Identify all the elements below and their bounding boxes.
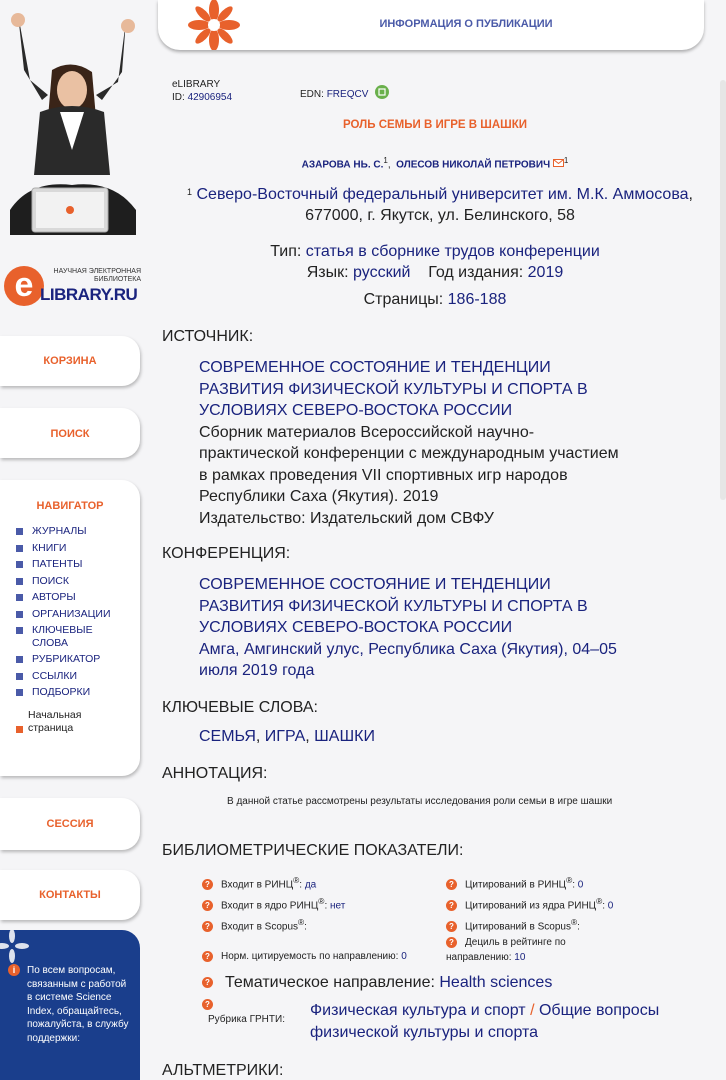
navigator-list xyxy=(0,525,140,699)
registered-mark: ® xyxy=(293,875,300,885)
source-publisher: Издательство: Издательский дом СВФУ xyxy=(199,509,494,527)
author-link[interactable]: АЗАРОВА НЬ. С. xyxy=(301,159,384,171)
author-affiliation-sup: 1 xyxy=(563,156,569,165)
core-value[interactable]: нет xyxy=(330,900,346,912)
cit-scopus-row xyxy=(446,917,580,932)
keyword-link[interactable]: ШАШКИ xyxy=(314,728,375,745)
bullet-icon xyxy=(16,726,23,733)
core-row xyxy=(202,896,345,911)
help-icon[interactable]: ? xyxy=(446,937,457,948)
nav-item-patents[interactable] xyxy=(16,558,140,571)
cit-rinc-label: Цитирований в РИНЦ xyxy=(465,879,567,891)
session-card[interactable] xyxy=(0,798,140,850)
elibrary-id-block xyxy=(172,78,232,104)
nav-item-keywords[interactable] xyxy=(16,624,102,649)
type-value[interactable]: статья в сборнике трудов конференции xyxy=(305,243,600,260)
core-label: Входит в ядро РИНЦ xyxy=(221,900,319,912)
edn-block xyxy=(300,85,389,101)
nav-item-label: КНИГИ xyxy=(32,541,67,554)
nav-item-authors[interactable] xyxy=(16,591,140,604)
publication-id[interactable]: 42906954 xyxy=(187,92,233,103)
language-label: Язык: xyxy=(306,264,349,281)
bullet-icon xyxy=(16,656,23,663)
logo-tagline xyxy=(37,268,141,284)
keywords-heading: КЛЮЧЕВЫЕ СЛОВА: xyxy=(162,699,318,716)
publication-title: РОЛЬ СЕМЬИ В ИГРЕ В ШАШКИ xyxy=(342,119,527,131)
nav-item-organizations[interactable] xyxy=(16,608,140,621)
nav-item-label: ПОИСК xyxy=(32,574,69,587)
keywords-block xyxy=(199,726,659,748)
norm-row xyxy=(202,951,407,962)
pages-label: Страницы: xyxy=(363,291,444,308)
nav-item-label: ССЫЛКИ xyxy=(32,669,78,682)
bullet-icon xyxy=(16,673,23,680)
registered-mark: ® xyxy=(298,917,305,927)
decile-label: Дециль в рейтинге по направлению: xyxy=(446,937,566,963)
rinc-value[interactable]: да xyxy=(304,879,317,891)
help-icon[interactable]: ? xyxy=(202,999,213,1010)
bullet-icon xyxy=(16,627,23,634)
theme-label: Тематическое направление: xyxy=(225,974,435,991)
nav-item-collections[interactable] xyxy=(16,686,140,699)
hero-illustration xyxy=(0,0,148,250)
nav-item-rubricator[interactable] xyxy=(16,653,140,666)
norm-value[interactable]: 0 xyxy=(401,951,407,963)
cit-scopus-label: Цитирований в Scopus xyxy=(465,921,571,933)
affiliation xyxy=(180,182,700,226)
affiliation-sup: 1 xyxy=(187,187,193,197)
conference-block xyxy=(199,574,659,682)
theme-row xyxy=(202,974,552,992)
navigator-card xyxy=(0,480,140,776)
contacts-card[interactable] xyxy=(0,870,140,920)
authors-line xyxy=(160,156,710,170)
help-icon[interactable]: ? xyxy=(202,951,213,962)
pages-block xyxy=(160,291,710,309)
nav-home-label: Начальная страница xyxy=(28,708,82,734)
affiliation-address: , 677000, г. Якутск, ул. Белинского, 58 xyxy=(305,186,693,224)
colon: : xyxy=(577,921,580,933)
annotation-text: В данной статье рассмотрены результаты исследования роли семьи в игре шашки xyxy=(227,796,613,807)
help-icon[interactable]: ? xyxy=(202,921,213,932)
decile-row xyxy=(446,935,596,965)
nav-item-label: ПОДБОРКИ xyxy=(32,686,91,698)
keyword-link[interactable]: СЕМЬЯ xyxy=(199,728,256,745)
nav-home-link[interactable] xyxy=(0,709,88,735)
grnti-link[interactable]: Общие вопросы физической культуры и спорта xyxy=(310,1002,660,1041)
nav-item-search[interactable] xyxy=(16,575,140,588)
conference-heading: КОНФЕРЕНЦИЯ: xyxy=(162,545,291,562)
search-link[interactable]: ПОИСК xyxy=(50,428,90,440)
cit-rinc-value[interactable]: 0 xyxy=(577,879,584,891)
nav-item-label: ПАТЕНТЫ xyxy=(32,558,83,570)
cart-card[interactable] xyxy=(0,336,140,386)
bibliometrics-heading: БИБЛИОМЕТРИЧЕСКИЕ ПОКАЗАТЕЛИ: xyxy=(162,842,464,859)
nav-item-label: АВТОРЫ xyxy=(32,591,76,603)
nav-item-journals[interactable] xyxy=(16,525,140,538)
cit-core-label: Цитирований из ядра РИНЦ xyxy=(465,900,597,912)
author-separator: , xyxy=(387,159,391,171)
id-label: ID: xyxy=(172,92,185,103)
grnti-link[interactable]: Физическая культура и спорт xyxy=(310,1002,526,1019)
left-sidebar xyxy=(0,0,148,1080)
registered-mark: ® xyxy=(570,917,578,927)
contacts-link[interactable]: КОНТАКТЫ xyxy=(39,889,101,901)
help-icon[interactable]: ? xyxy=(202,879,213,890)
type-label: Тип: xyxy=(270,243,302,260)
keyword-separator: , xyxy=(255,728,261,745)
year-label: Год издания: xyxy=(428,264,524,281)
nav-item-links[interactable] xyxy=(16,670,140,683)
nav-item-label: РУБРИКАТОР xyxy=(32,653,101,665)
nav-item-books[interactable] xyxy=(16,542,140,555)
bullet-icon xyxy=(16,689,23,696)
info-icon: i xyxy=(8,964,20,976)
cit-core-value[interactable]: 0 xyxy=(607,900,614,912)
source-heading: ИСТОЧНИК: xyxy=(162,328,254,345)
language-value[interactable]: русский xyxy=(353,264,411,281)
bullet-icon xyxy=(16,528,23,535)
bullet-icon xyxy=(16,561,23,568)
nav-item-label: ОРГАНИЗАЦИИ xyxy=(32,607,111,620)
nav-item-label: КЛЮЧЕВЫЕ СЛОВА xyxy=(32,624,93,649)
keyword-separator: , xyxy=(305,728,310,745)
registered-mark: ® xyxy=(596,896,603,906)
support-text: По всем вопросам, связанным с работой в системе Science Index, обращайтесь, пожалуйста, в службу поддержки: xyxy=(27,965,129,1044)
colon: : xyxy=(572,879,575,891)
edn-label: EDN: xyxy=(300,89,324,100)
envelope-icon[interactable] xyxy=(553,159,564,167)
scopus-label: Входит в Scopus xyxy=(221,921,299,933)
affiliation-link[interactable]: Северо-Восточный федеральный университет им. М.К. Аммосова xyxy=(196,186,689,203)
nav-item-label: ЖУРНАЛЫ xyxy=(32,525,87,537)
grnti-value xyxy=(310,1000,690,1043)
bullet-icon xyxy=(16,611,23,618)
colon: : xyxy=(304,921,307,933)
source-description: Сборник материалов Всероссийской научно-практической конференции с международным участием в рамках проведения VII спортивных игр народов Республики Саха (Якутия). 2019 xyxy=(199,423,619,505)
elibrary-label: eLIBRARY xyxy=(172,79,221,90)
theme-value[interactable]: Health sciences xyxy=(439,974,553,991)
colon: : xyxy=(602,900,606,912)
header-title: ИНФОРМАЦИЯ О ПУБЛИКАЦИИ xyxy=(379,18,553,30)
year-value[interactable]: 2019 xyxy=(527,264,564,281)
keyword-link[interactable]: ИГРА xyxy=(264,728,306,745)
support-panel xyxy=(0,930,140,1080)
logo-wordmark: LIBRARY.RU xyxy=(40,285,138,304)
help-icon[interactable]: ? xyxy=(446,900,457,911)
help-icon[interactable]: ? xyxy=(202,977,213,988)
logo-tagline-line2: БИБЛИОТЕКА xyxy=(94,276,141,283)
scopus-row xyxy=(202,917,307,932)
bullet-icon xyxy=(16,594,23,601)
navigator-title: НАВИГАТОР xyxy=(36,500,104,512)
flower-icon xyxy=(0,930,40,966)
qr-code-icon[interactable] xyxy=(375,85,389,99)
decile-value[interactable]: 10 xyxy=(514,952,526,963)
cit-rinc-row xyxy=(446,875,583,890)
logo-e-icon: e xyxy=(4,266,44,306)
source-block xyxy=(199,357,659,529)
rinc-row xyxy=(202,875,316,890)
session-link[interactable]: СЕССИЯ xyxy=(46,818,94,830)
norm-label: Норм. цитируемость по направлению: xyxy=(221,951,399,963)
edn-value[interactable]: FREQCV xyxy=(326,89,369,100)
bullet-icon xyxy=(16,578,23,585)
cart-link[interactable]: КОРЗИНА xyxy=(43,355,97,367)
help-icon[interactable]: ? xyxy=(202,900,213,911)
registered-mark: ® xyxy=(566,875,573,885)
bullet-icon xyxy=(16,545,23,552)
conference-place-link[interactable]: Амга, Амгинский улус, Республика Саха (Якутия), 04–05 июля 2019 года xyxy=(199,640,617,679)
rinc-label: Входит в РИНЦ xyxy=(221,879,294,891)
cit-core-row xyxy=(446,896,613,911)
colon: : xyxy=(324,900,328,912)
search-card[interactable] xyxy=(0,408,140,458)
elibrary-logo[interactable] xyxy=(4,264,144,308)
publication-type-block xyxy=(160,241,710,283)
colon: : xyxy=(299,879,303,891)
help-icon[interactable]: ? xyxy=(446,879,457,890)
page-header xyxy=(158,0,704,50)
source-title-link[interactable]: СОВРЕМЕННОЕ СОСТОЯНИЕ И ТЕНДЕНЦИИ РАЗВИТИЯ ФИЗИЧЕСКОЙ КУЛЬТУРЫ И СПОРТА В УСЛОВИЯХ СЕВЕРО-ВОСТОКА РОССИИ xyxy=(199,359,588,419)
grnti-label-block xyxy=(202,999,312,1039)
annotation-heading: АННОТАЦИЯ: xyxy=(162,765,268,782)
registered-mark: ® xyxy=(318,896,325,906)
author-link[interactable]: ОЛЕСОВ НИКОЛАЙ ПЕТРОВИЧ xyxy=(396,159,551,171)
grnti-label: Рубрика ГРНТИ: xyxy=(208,1014,285,1026)
conference-title-link[interactable]: СОВРЕМЕННОЕ СОСТОЯНИЕ И ТЕНДЕНЦИИ РАЗВИТИЯ ФИЗИЧЕСКОЙ КУЛЬТУРЫ И СПОРТА В УСЛОВИЯХ СЕВЕРО-ВОСТОКА РОССИИ xyxy=(199,576,588,636)
grnti-separator: / xyxy=(530,1002,535,1019)
author-affiliation-sup: 1 xyxy=(383,156,388,165)
altmetrics-heading: АЛЬТМЕТРИКИ: xyxy=(162,1062,284,1079)
help-icon[interactable]: ? xyxy=(446,921,457,932)
pages-value: 186-188 xyxy=(447,291,507,308)
logo-tagline-line1: НАУЧНАЯ ЭЛЕКТРОННАЯ xyxy=(53,268,141,275)
scrollbar[interactable] xyxy=(720,80,726,500)
